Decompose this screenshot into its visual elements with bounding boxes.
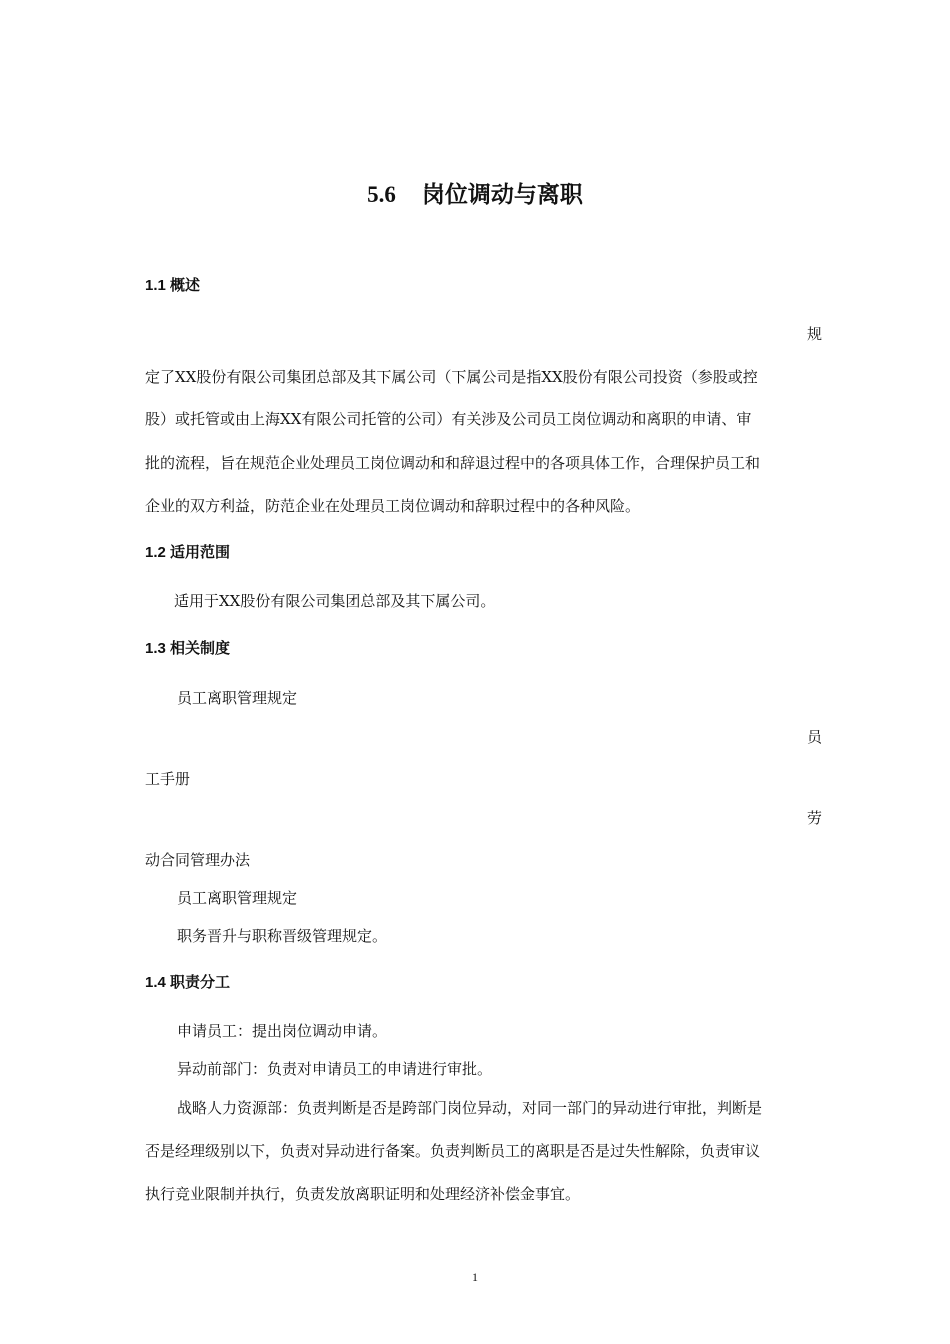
paragraph-line: 适用于XX股份有限公司集团总部及其下属公司。 [174,592,496,610]
section-heading-overview: 1.1 概述 [145,277,201,294]
paragraph-line: 战略人力资源部：负责判断是否是跨部门岗位异动，对同一部门的异动进行审批，判断是 [177,1099,763,1117]
list-item: 动合同管理办法 [145,851,251,869]
paragraph-line: 定了XX股份有限公司集团总部及其下属公司（下属公司是指XX股份有限公司投资（参股或控 [145,368,758,386]
list-item: 员 [807,728,823,746]
list-item: 职务晋升与职称晋级管理规定。 [177,927,388,945]
paragraph-line: 企业的双方利益，防范企业在处理员工岗位调动和辞职过程中的各种风险。 [145,497,641,515]
page-number: 1 [472,1270,478,1284]
paragraph-line: 否是经理级别以下，负责对异动进行备案。负责判断员工的离职是否是过失性解除，负责审议 [145,1142,761,1160]
section-heading-scope: 1.2 适用范围 [145,544,231,561]
list-item: 劳 [807,809,823,827]
list-item: 员工离职管理规定 [177,689,298,707]
title-number: 5.6 [367,182,396,207]
paragraph-line: 批的流程，旨在规范企业处理员工岗位调动和和辞退过程中的各项具体工作，合理保护员工和 [145,454,761,472]
paragraph-line: 执行竞业限制并执行，负责发放离职证明和处理经济补偿金事宜。 [145,1185,581,1203]
section-heading-related-rules: 1.3 相关制度 [145,640,231,657]
list-item: 员工离职管理规定 [177,889,298,907]
section-heading-responsibilities: 1.4 职责分工 [145,974,231,991]
paragraph-line: 股）或托管或由上海XX有限公司托管的公司）有关涉及公司员工岗位调动和离职的申请、审 [145,410,752,428]
list-item: 工手册 [145,770,191,788]
paragraph-line: 异动前部门：负责对申请员工的申请进行审批。 [177,1060,493,1078]
paragraph-line: 规 [807,325,823,343]
paragraph-line: 申请员工：提出岗位调动申请。 [177,1022,388,1040]
title-text: 岗位调动与离职 [421,181,583,208]
page-title [0,180,950,210]
